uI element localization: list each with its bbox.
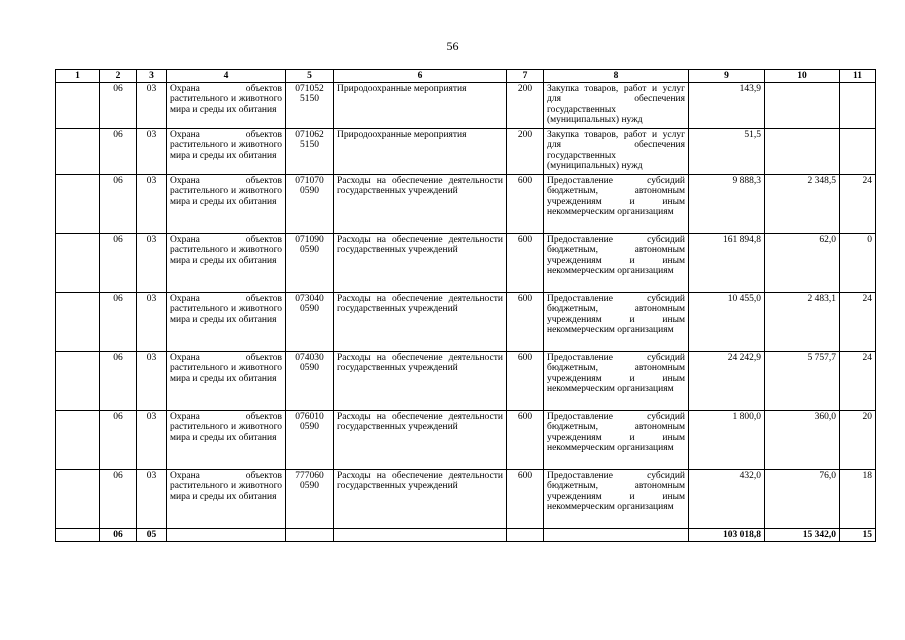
cell-percent: 18 — [840, 470, 876, 529]
page-number: 56 — [446, 39, 459, 53]
cell-index — [56, 352, 100, 411]
cell-expense-name: Природоохранные мероприятия — [334, 83, 507, 129]
col-header-2: 2 — [100, 70, 137, 83]
cell-purpose: Охрана объектов растительного и животного мира и среды их обитания — [167, 411, 286, 470]
cell-index — [56, 411, 100, 470]
cell-expense-type: Предоставление субсидий бюджетным, автономным учреждениям и иным некоммерческим организациям — [544, 175, 689, 234]
cell-percent: 0 — [840, 234, 876, 293]
cell-expense-type-code: 600 — [507, 411, 544, 470]
cell-amount: 24 242,9 — [689, 352, 765, 411]
cell-section: 06 — [100, 293, 137, 352]
cell-expense-name: Расходы на обеспечение деятельности государственных учреждений — [334, 411, 507, 470]
cell-subsection: 03 — [137, 352, 167, 411]
total-cell-expense-type — [544, 529, 689, 542]
cell-purpose: Охрана объектов растительного и животного мира и среды их обитания — [167, 470, 286, 529]
cell-expense-type-code: 600 — [507, 470, 544, 529]
total-cell-expense-type-code — [507, 529, 544, 542]
cell-target-code: 071090 0590 — [286, 234, 334, 293]
total-cell-section: 06 — [100, 529, 137, 542]
cell-expense-type-code: 200 — [507, 83, 544, 129]
cell-expense-type-code: 600 — [507, 293, 544, 352]
total-cell-index — [56, 529, 100, 542]
table-row — [56, 352, 876, 411]
cell-expense-type-code: 600 — [507, 352, 544, 411]
cell-subsection: 03 — [137, 83, 167, 129]
cell-amount: 161 894,8 — [689, 234, 765, 293]
cell-index — [56, 175, 100, 234]
total-cell-amount-2: 15 342,0 — [765, 529, 840, 542]
cell-expense-name: Расходы на обеспечение деятельности государственных учреждений — [334, 293, 507, 352]
col-header-1: 1 — [56, 70, 100, 83]
cell-expense-name: Расходы на обеспечение деятельности государственных учреждений — [334, 470, 507, 529]
cell-target-code: 071062 5150 — [286, 129, 334, 175]
cell-percent — [840, 129, 876, 175]
cell-expense-type-code: 600 — [507, 234, 544, 293]
cell-section: 06 — [100, 411, 137, 470]
cell-expense-type: Предоставление субсидий бюджетным, автономным учреждениям и иным некоммерческим организациям — [544, 234, 689, 293]
cell-subsection: 03 — [137, 411, 167, 470]
cell-purpose: Охрана объектов растительного и животного мира и среды их обитания — [167, 234, 286, 293]
cell-target-code: 071070 0590 — [286, 175, 334, 234]
table-row — [56, 83, 876, 129]
table-row — [56, 293, 876, 352]
col-header-8: 8 — [544, 70, 689, 83]
total-row — [56, 529, 876, 542]
cell-amount: 51,5 — [689, 129, 765, 175]
cell-expense-type-code: 200 — [507, 129, 544, 175]
cell-percent: 20 — [840, 411, 876, 470]
cell-target-code: 073040 0590 — [286, 293, 334, 352]
cell-percent — [840, 83, 876, 129]
cell-amount-2: 62,0 — [765, 234, 840, 293]
total-cell-percent: 15 — [840, 529, 876, 542]
cell-percent: 24 — [840, 352, 876, 411]
cell-purpose: Охрана объектов растительного и животного мира и среды их обитания — [167, 352, 286, 411]
col-header-6: 6 — [334, 70, 507, 83]
table-row — [56, 470, 876, 529]
cell-index — [56, 234, 100, 293]
col-header-10: 10 — [765, 70, 840, 83]
cell-section: 06 — [100, 175, 137, 234]
cell-expense-name: Расходы на обеспечение деятельности государственных учреждений — [334, 352, 507, 411]
header-row — [56, 70, 876, 83]
cell-target-code: 074030 0590 — [286, 352, 334, 411]
col-header-5: 5 — [286, 70, 334, 83]
cell-expense-name: Природоохранные мероприятия — [334, 129, 507, 175]
table-row — [56, 234, 876, 293]
col-header-4: 4 — [167, 70, 286, 83]
cell-section: 06 — [100, 83, 137, 129]
cell-percent: 24 — [840, 175, 876, 234]
cell-subsection: 03 — [137, 470, 167, 529]
cell-index — [56, 129, 100, 175]
cell-expense-type-code: 600 — [507, 175, 544, 234]
total-cell-subsection: 05 — [137, 529, 167, 542]
cell-purpose: Охрана объектов растительного и животного мира и среды их обитания — [167, 175, 286, 234]
cell-amount-2: 5 757,7 — [765, 352, 840, 411]
cell-expense-name: Расходы на обеспечение деятельности государственных учреждений — [334, 234, 507, 293]
total-cell-target-code — [286, 529, 334, 542]
cell-amount: 143,9 — [689, 83, 765, 129]
cell-amount: 1 800,0 — [689, 411, 765, 470]
budget-table — [55, 69, 876, 542]
cell-amount: 9 888,3 — [689, 175, 765, 234]
table-row — [56, 411, 876, 470]
total-cell-amount: 103 018,8 — [689, 529, 765, 542]
cell-subsection: 03 — [137, 129, 167, 175]
cell-index — [56, 83, 100, 129]
cell-subsection: 03 — [137, 175, 167, 234]
cell-expense-name: Расходы на обеспечение деятельности государственных учреждений — [334, 175, 507, 234]
cell-subsection: 03 — [137, 234, 167, 293]
cell-amount: 432,0 — [689, 470, 765, 529]
cell-amount-2: 2 483,1 — [765, 293, 840, 352]
cell-purpose: Охрана объектов растительного и животного мира и среды их обитания — [167, 129, 286, 175]
col-header-11: 11 — [840, 70, 876, 83]
table-row — [56, 129, 876, 175]
cell-section: 06 — [100, 234, 137, 293]
col-header-7: 7 — [507, 70, 544, 83]
cell-amount-2: 360,0 — [765, 411, 840, 470]
cell-expense-type: Предоставление субсидий бюджетным, автономным учреждениям и иным некоммерческим организациям — [544, 293, 689, 352]
cell-percent: 24 — [840, 293, 876, 352]
col-header-3: 3 — [137, 70, 167, 83]
cell-expense-type: Закупка товаров, работ и услуг для обеспечения государственных (муниципальных) нужд — [544, 129, 689, 175]
cell-section: 06 — [100, 129, 137, 175]
cell-index — [56, 293, 100, 352]
cell-purpose: Охрана объектов растительного и животного мира и среды их обитания — [167, 293, 286, 352]
total-cell-expense-name — [334, 529, 507, 542]
total-cell-purpose — [167, 529, 286, 542]
cell-amount-2: 2 348,5 — [765, 175, 840, 234]
cell-expense-type: Предоставление субсидий бюджетным, автономным учреждениям и иным некоммерческим организациям — [544, 470, 689, 529]
cell-target-code: 777060 0590 — [286, 470, 334, 529]
cell-expense-type: Предоставление субсидий бюджетным, автономным учреждениям и иным некоммерческим организациям — [544, 411, 689, 470]
cell-target-code: 076010 0590 — [286, 411, 334, 470]
cell-amount-2 — [765, 83, 840, 129]
cell-subsection: 03 — [137, 293, 167, 352]
cell-expense-type: Закупка товаров, работ и услуг для обеспечения государственных (муниципальных) нужд — [544, 83, 689, 129]
cell-section: 06 — [100, 470, 137, 529]
cell-purpose: Охрана объектов растительного и животного мира и среды их обитания — [167, 83, 286, 129]
cell-expense-type: Предоставление субсидий бюджетным, автономным учреждениям и иным некоммерческим организациям — [544, 352, 689, 411]
cell-target-code: 071052 5150 — [286, 83, 334, 129]
cell-amount-2: 76,0 — [765, 470, 840, 529]
cell-index — [56, 470, 100, 529]
cell-amount: 10 455,0 — [689, 293, 765, 352]
cell-amount-2 — [765, 129, 840, 175]
table-row — [56, 175, 876, 234]
cell-section: 06 — [100, 352, 137, 411]
col-header-9: 9 — [689, 70, 765, 83]
